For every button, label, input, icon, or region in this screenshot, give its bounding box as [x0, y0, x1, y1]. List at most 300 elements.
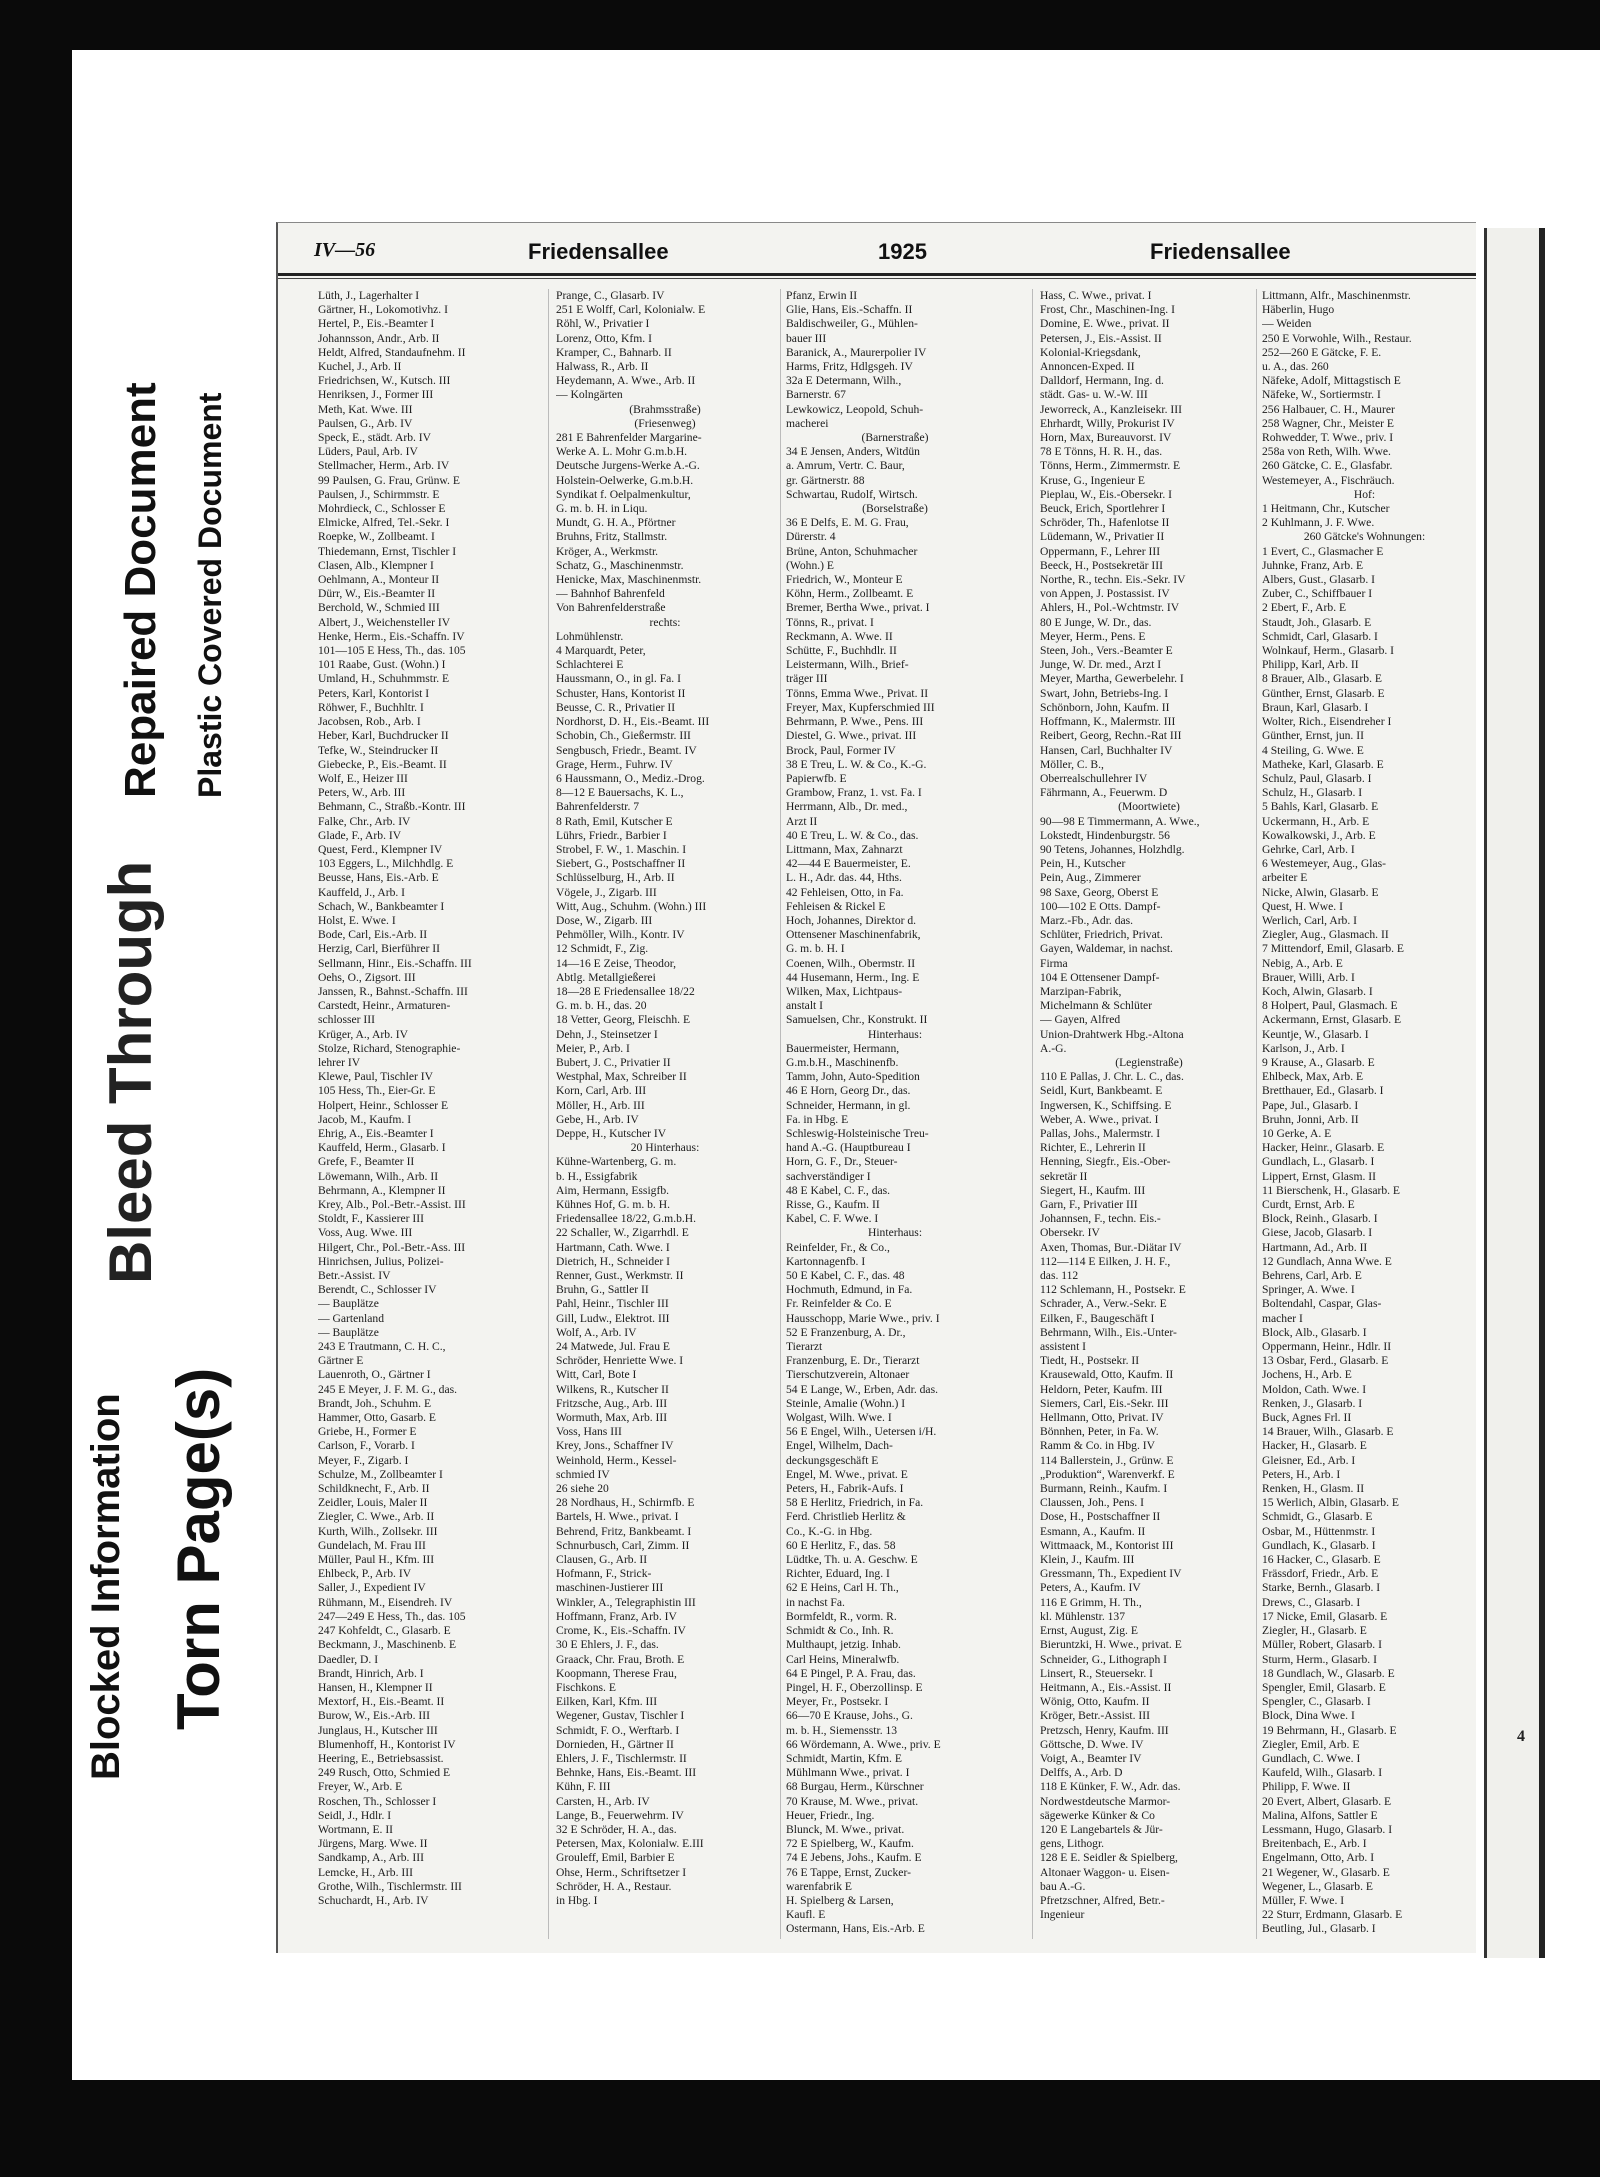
directory-entry: Schröder, H. A., Restaur.: [556, 1879, 672, 1893]
directory-entry: Meyer, Martha, Gewerbelehr. I: [1040, 672, 1184, 686]
directory-entry: Schlüsselburg, H., Arb. II: [556, 871, 675, 885]
directory-entry: Ehlbeck, Max, Arb. E: [1262, 1070, 1364, 1084]
directory-entry: Beutling, Jul., Glasarb. I: [1262, 1922, 1376, 1936]
directory-entry: Giese, Jacob, Glasarb. I: [1262, 1226, 1373, 1240]
directory-entry: Krey, Alb., Pol.-Betr.-Assist. III: [318, 1198, 466, 1211]
directory-entry: gens, Lithogr.: [1040, 1837, 1105, 1851]
directory-entry: Siebert, G., Postschaffner II: [556, 857, 686, 871]
binding-shadow: [1539, 228, 1545, 1958]
directory-entry: Kurth, Wilh., Zollsekr. III: [318, 1524, 438, 1538]
directory-entry: Thiedemann, Ernst, Tischler I: [318, 544, 457, 558]
directory-entry: schlosser III: [318, 1013, 375, 1027]
directory-entry: Stolze, Richard, Stenographie-: [318, 1041, 461, 1055]
directory-entry: 32 E Schröder, H. A., das.: [556, 1822, 677, 1836]
directory-entry: 66 Wördemann, A. Wwe., priv. E: [786, 1737, 941, 1751]
directory-entry: Littmann, Alfr., Maschinenmstr.: [1262, 289, 1411, 302]
directory-entry: Hoffmann, Franz, Arb. IV: [556, 1609, 677, 1623]
directory-entry: Gill, Ludw., Elektrot. III: [556, 1311, 670, 1325]
directory-entry: Leistermann, Wilh., Brief-: [786, 658, 909, 672]
directory-entry: Coenen, Wilh., Obermstr. II: [786, 956, 916, 970]
directory-entry: Ferd. Christlieb Herlitz &: [786, 1510, 906, 1524]
directory-entry: 18 Vetter, Georg, Fleischh. E: [556, 1013, 691, 1027]
directory-entry: Tefke, W., Steindrucker II: [318, 743, 439, 757]
directory-entry: Malina, Alfons, Sattler E: [1262, 1808, 1378, 1822]
directory-entry: 26 siehe 20: [556, 1482, 609, 1496]
directory-entry: 114 Ballerstein, J., Grünw. E: [1040, 1453, 1174, 1467]
directory-entry: Beckmann, J., Maschinenb. E: [318, 1638, 457, 1652]
directory-entry: Schneider, G., Lithograph I: [1040, 1652, 1168, 1666]
directory-entry: Schobin, Ch., Gießermstr. III: [556, 729, 691, 743]
directory-entry: Schlachterei E: [556, 658, 624, 672]
directory-entry: Behnke, Hans, Eis.-Beamt. III: [556, 1766, 697, 1780]
directory-entry: Risse, G., Kaufm. II: [786, 1198, 880, 1211]
directory-entry: Frost, Chr., Maschinen-Ing. I: [1040, 303, 1175, 317]
directory-entry: Ingwersen, K., Schiffsing. E: [1040, 1098, 1172, 1112]
directory-entry: Deutsche Jurgens-Werke A.-G.: [556, 459, 700, 473]
directory-entry: deckungsgeschäft E: [786, 1453, 879, 1467]
directory-entry: Schildknecht, F., Arb. II: [318, 1482, 430, 1496]
directory-entry: sägewerke Künker & Co: [1040, 1808, 1155, 1822]
directory-entry: Ziegler, Emil, Arb. E: [1262, 1737, 1360, 1751]
directory-entry: Bruhn, Jonni, Arb. II: [1262, 1112, 1359, 1126]
directory-entry: — Bauplätze: [318, 1297, 379, 1311]
directory-entry: Starke, Bernh., Glasarb. I: [1262, 1581, 1381, 1595]
directory-entry: Janssen, R., Bahnst.-Schaffn. III: [318, 984, 468, 998]
directory-entry: Altonaer Waggon- u. Eisen-: [1040, 1865, 1170, 1879]
directory-entry: Ziegler, Aug., Glasmach. II: [1262, 928, 1389, 942]
directory-entry: Klewe, Paul, Tischler IV: [318, 1070, 433, 1084]
directory-entry: 56 E Engel, Wilh., Uetersen i/H.: [786, 1425, 937, 1439]
directory-entry: Winkler, A., Telegraphistin III: [556, 1595, 696, 1609]
directory-entry: Berendt, C., Schlosser IV: [318, 1283, 437, 1297]
directory-entry: Ottensener Maschinenfabrik,: [786, 928, 921, 942]
directory-entry: Seidl, Kurt, Bankbeamt. E: [1040, 1084, 1163, 1098]
directory-entry: Röhwer, F., Buchhltr. I: [318, 700, 424, 714]
directory-entry: Kramper, C., Bahnarb. II: [556, 345, 672, 359]
directory-entry: 8 Rath, Emil, Kutscher E: [556, 814, 673, 828]
directory-entry: Hof:: [1353, 487, 1376, 501]
directory-entry: Oberrealschullehrer IV: [1040, 771, 1148, 785]
directory-entry: Wolf, A., Arb. IV: [556, 1325, 637, 1339]
directory-entry: (Brahmsstraße): [629, 402, 701, 416]
directory-entry: hand A.-G. (Hauptbureau I: [786, 1141, 911, 1155]
directory-entry: 58 E Herlitz, Friedrich, in Fa.: [786, 1496, 924, 1510]
directory-entry: Hartmann, Cath. Wwe. I: [556, 1240, 670, 1254]
directory-entry: Kowalkowski, J., Arb. E: [1262, 828, 1376, 842]
label-repaired-document: Repaired Document: [116, 382, 165, 798]
directory-entry: Pehmöller, Wilh., Kontr. IV: [556, 928, 685, 942]
directory-entry: Grothe, Wilh., Tischlermstr. III: [318, 1879, 462, 1893]
directory-entry: Schrader, A., Verw.-Sekr. E: [1040, 1297, 1167, 1311]
directory-entry: Bubert, J. C., Privatier II: [556, 1055, 671, 1069]
directory-entry: Fischkons. E: [556, 1680, 616, 1694]
directory-entry: 128 E E. Seidler & Spielberg,: [1040, 1851, 1178, 1865]
directory-entry: 98 Saxe, Georg, Oberst E: [1040, 885, 1159, 899]
column-divider: [1256, 289, 1257, 1939]
directory-entry: Co., K.-G. in Hbg.: [786, 1524, 873, 1538]
directory-entry: 48 E Kabel, C. F., das.: [786, 1183, 891, 1197]
directory-entry: Lohmühlenstr.: [556, 629, 624, 643]
header-rule-thin: [278, 278, 1476, 279]
directory-entry: 243 E Trautmann, C. H. C.,: [318, 1340, 446, 1354]
directory-entry: Ehrig, A., Eis.-Beamter I: [318, 1126, 434, 1140]
adjacent-page-fragment: 4: [1517, 1728, 1525, 1745]
directory-entry: Bremer, Bertha Wwe., privat. I: [786, 601, 930, 615]
directory-entry: 260 Gätcke's Wohnungen:: [1303, 530, 1426, 544]
directory-entry: Lührs, Friedr., Barbier I: [556, 828, 667, 842]
directory-entry: Zuber, C., Schiffbauer I: [1262, 587, 1373, 601]
directory-entry: 42 Fehleisen, Otto, in Fa.: [786, 885, 904, 899]
directory-entry: Richter, Eduard, Ing. I: [786, 1567, 890, 1581]
directory-entry: Bruhn, G., Sattler II: [556, 1283, 649, 1297]
directory-entry: Freyer, Max, Kupferschmied III: [786, 700, 935, 714]
directory-entry: Brandt, Hinrich, Arb. I: [318, 1666, 424, 1680]
directory-entry: Behrmann, P. Wwe., Pens. III: [786, 715, 924, 729]
directory-entry: a. Amrum, Vertr. C. Baur,: [786, 459, 905, 473]
directory-entry: Henriksen, J., Former III: [318, 388, 434, 402]
directory-entry: Sandkamp, A., Arb. III: [318, 1851, 424, 1865]
directory-entry: Schmidt, Carl, Glasarb. I: [1262, 629, 1378, 643]
directory-entry: Henke, Herm., Eis.-Schaffn. IV: [318, 629, 465, 643]
directory-entry: Kaufl. E: [786, 1908, 826, 1922]
directory-entry: Roschen, Th., Schlosser I: [318, 1794, 437, 1808]
directory-entry: Kolonial-Kriegsdank,: [1040, 345, 1141, 359]
directory-entry: 32a E Determann, Wilh.,: [786, 374, 902, 388]
directory-entry: 68 Burgau, Herm., Kürschner: [786, 1780, 924, 1794]
directory-entry: macher I: [1262, 1311, 1303, 1325]
directory-entry: Clasen, Alb., Klempner I: [318, 558, 434, 572]
directory-entry: Heldorn, Peter, Kaufm. III: [1040, 1382, 1163, 1396]
directory-entry: Steinle, Amalie (Wohn.) I: [786, 1396, 906, 1410]
directory-entry: Garn, F., Privatier III: [1040, 1198, 1138, 1211]
directory-entry: Fehleisen & Rickel E: [786, 899, 886, 913]
directory-entry: Lüdemann, W., Privatier II: [1040, 530, 1165, 544]
directory-entry: Horn, Max, Bureauvorst. IV: [1040, 431, 1172, 445]
directory-entry: Bönnhen, Peter, in Fa. W.: [1040, 1425, 1159, 1439]
directory-entry: Nebig, A., Arb. E: [1262, 956, 1343, 970]
directory-entry: Dose, H., Postschaffner II: [1040, 1510, 1161, 1524]
directory-entry: Jürgens, Marg. Wwe. II: [318, 1837, 428, 1851]
directory-entry: Blunck, M. Wwe., privat.: [786, 1822, 905, 1836]
directory-entry: Ramm & Co. in Hbg. IV: [1040, 1439, 1155, 1453]
directory-entry: Näfeke, Adolf, Mittagstisch E: [1262, 374, 1401, 388]
directory-entry: Grage, Herm., Fuhrw. IV: [556, 757, 673, 771]
directory-entry: Block, Alb., Glasarb. I: [1262, 1325, 1367, 1339]
directory-entry: Kartonnagenfb. I: [786, 1254, 866, 1268]
directory-entry: Kühnes Hof, G. m. b. H.: [556, 1198, 670, 1211]
directory-entry: Schmidt, G., Glasarb. E: [1262, 1510, 1373, 1524]
directory-entry: Johannsson, Andr., Arb. II: [318, 331, 440, 345]
directory-entry: Matheke, Karl, Glasarb. E: [1262, 757, 1384, 771]
directory-entry: Annoncen-Exped. II: [1040, 360, 1135, 374]
directory-entry: Beuck, Erich, Sportlehrer I: [1040, 502, 1166, 516]
directory-entry: Mohrdieck, C., Schlosser E: [318, 502, 446, 516]
directory-entry: Pretzsch, Henry, Kaufm. III: [1040, 1723, 1169, 1737]
directory-entry: 260 Gätcke, C. E., Glasfabr.: [1262, 459, 1393, 473]
directory-entry: Renner, Gust., Werkmstr. II: [556, 1269, 684, 1283]
directory-entry: (Borselstraße): [862, 502, 928, 516]
directory-entry: Peters, Karl, Kontorist I: [318, 686, 430, 700]
directory-entry: Rühmann, M., Eisendreh. IV: [318, 1595, 453, 1609]
directory-entry: Rohwedder, T. Wwe., priv. I: [1262, 431, 1394, 445]
column-divider: [1032, 289, 1033, 1939]
scan-border-top: [0, 0, 1600, 50]
directory-entry: Horn, G. F., Dr., Steuer-: [786, 1155, 898, 1169]
directory-entry: Renken, J., Glasarb. I: [1262, 1396, 1363, 1410]
directory-entry: m. b. H., Siemensstr. 13: [786, 1723, 898, 1737]
directory-entry: Paulsen, G., Arb. IV: [318, 416, 413, 430]
directory-entry: Tamm, John, Auto-Spedition: [786, 1070, 920, 1084]
directory-entry: 2 Kuhlmann, J. F. Wwe.: [1262, 516, 1375, 530]
directory-entry: Wittmaack, M., Kontorist III: [1040, 1538, 1174, 1552]
directory-entry: Günther, Ernst, jun. II: [1262, 729, 1364, 743]
directory-entry: Carlson, F., Vorarb. I: [318, 1439, 415, 1453]
directory-entry: Köhn, Herm., Zollbeamt. E: [786, 587, 914, 601]
directory-entry: Oehs, O., Zigsort. III: [318, 970, 416, 984]
directory-entry: 54 E Lange, W., Erben, Adr. das.: [786, 1382, 938, 1396]
directory-entry: 10 Gerke, A. E: [1262, 1126, 1332, 1140]
directory-entry: Deppe, H., Kutscher IV: [556, 1126, 667, 1140]
directory-entry: Schwartau, Rudolf, Wirtsch.: [786, 487, 918, 501]
directory-entry: Prange, C., Glasarb. IV: [556, 289, 665, 302]
directory-entry: Falke, Chr., Arb. IV: [318, 814, 411, 828]
directory-entry: Fritzsche, Aug., Arb. III: [556, 1396, 668, 1410]
directory-entry: Bahrenfelderstr. 7: [556, 800, 640, 814]
directory-entry: Hochmuth, Edmund, in Fa.: [786, 1283, 913, 1297]
directory-entry: Schröder, Th., Hafenlotse II: [1040, 516, 1170, 530]
directory-entry: Obersekr. IV: [1040, 1226, 1100, 1240]
directory-entry: anstalt I: [786, 999, 824, 1013]
directory-entry: Wegener, Gustav, Tischler I: [556, 1709, 685, 1723]
scan-border-left: [0, 0, 72, 2177]
directory-entry: Pahl, Heinr., Tischler III: [556, 1297, 669, 1311]
directory-entry: Quest, H. Wwe. I: [1262, 899, 1343, 913]
directory-entry: 22 Schaller, W., Zigarrhdl. E: [556, 1226, 689, 1240]
directory-entry: Witt, Carl, Bote I: [556, 1368, 637, 1382]
directory-entry: Häberlin, Hugo: [1262, 303, 1335, 317]
directory-entry: 20 Hinterhaus:: [630, 1141, 700, 1155]
directory-entry: Bruhns, Fritz, Stallmstr.: [556, 530, 668, 544]
directory-entry: Hellmann, Otto, Privat. IV: [1040, 1411, 1164, 1425]
directory-entry: Gressmann, Th., Expedient IV: [1040, 1567, 1182, 1581]
directory-entry: Grefe, F., Beamter II: [318, 1155, 415, 1169]
directory-entry: Nordhorst, D. H., Eis.-Beamt. III: [556, 715, 710, 729]
directory-entry: Frässdorf, Friedr., Arb. E: [1262, 1567, 1379, 1581]
directory-entry: Kröger, Betr.-Assist. III: [1040, 1709, 1150, 1723]
directory-entry: Henning, Siegfr., Eis.-Ober-: [1040, 1155, 1171, 1169]
directory-entry: Beusse, C. R., Privatier II: [556, 700, 676, 714]
directory-entry: Lange, B., Feuerwehrm. IV: [556, 1808, 684, 1822]
directory-entry: Meyer, Herm., Pens. E: [1040, 629, 1146, 643]
directory-entry: Hinterhaus:: [867, 1226, 923, 1240]
directory-entry: macherei: [786, 416, 829, 430]
directory-entry: Bieruntzki, H. Wwe., privat. E: [1040, 1638, 1182, 1652]
directory-entry: Glie, Hans, Eis.-Schaffn. II: [786, 303, 913, 317]
directory-entry: Block, Dina Wwe. I: [1262, 1709, 1355, 1723]
directory-entry: Buck, Agnes Frl. II: [1262, 1411, 1352, 1425]
directory-entry: Behrmann, A., Klempner II: [318, 1183, 446, 1197]
directory-entry: Johannsen, F., techn. Eis.-: [1040, 1212, 1161, 1226]
directory-entry: 80 E Junge, W. Dr., das.: [1040, 615, 1152, 629]
directory-entry: — Weiden: [1262, 317, 1312, 331]
directory-entry: Gundlach, C. Wwe. I: [1262, 1751, 1361, 1765]
directory-entry: 50 E Kabel, C. F., das. 48: [786, 1269, 905, 1283]
directory-entry: in Hbg. I: [556, 1893, 598, 1907]
directory-entry: Graack, Chr. Frau, Broth. E: [556, 1652, 685, 1666]
directory-entry: Firma: [1040, 956, 1068, 970]
directory-entry: Westemeyer, A., Fischräuch.: [1262, 473, 1395, 487]
directory-entry: 28 Nordhaus, H., Schirmfb. E: [556, 1496, 695, 1510]
directory-entry: Wönig, Otto, Kaufm. II: [1040, 1695, 1150, 1709]
directory-entry: bauer III: [786, 331, 827, 345]
directory-entry: Schuster, Hans, Kontorist II: [556, 686, 686, 700]
label-torn-pages: Torn Page(s): [165, 1367, 232, 1730]
directory-entry: Jochens, H., Arb. E: [1262, 1368, 1352, 1382]
directory-entry: Sellmann, Hinr., Eis.-Schaffn. III: [318, 956, 472, 970]
directory-entry: Drews, C., Glasarb. I: [1262, 1595, 1361, 1609]
directory-entry: 256 Halbauer, C. H., Maurer: [1262, 402, 1395, 416]
header-street-right: Friedensallee: [1150, 239, 1291, 264]
label-bleed-through: Bleed Through: [97, 860, 164, 1284]
directory-entry: — Bahnhof Bahrenfeld: [556, 587, 665, 601]
directory-entry: Lokstedt, Hindenburgstr. 56: [1040, 828, 1170, 842]
directory-entry: Ernst, August, Zig. E: [1040, 1624, 1138, 1638]
directory-entry: Hoffmann, K., Malermstr. III: [1040, 715, 1176, 729]
directory-entry: Pein, Aug., Zimmerer: [1040, 871, 1141, 885]
directory-entry: Littmann, Max, Zahnarzt: [786, 842, 903, 856]
directory-entry: Pein, H., Kutscher: [1040, 857, 1126, 871]
directory-entry: Saller, J., Expedient IV: [318, 1581, 426, 1595]
directory-entry: arbeiter E: [1262, 871, 1308, 885]
directory-entry: Eilken, F., Baugeschäft I: [1040, 1311, 1155, 1325]
directory-entry: 250 E Vorwohle, Wilh., Restaur.: [1262, 331, 1412, 345]
directory-entry: Petersen, Max, Kolonialw. E.III: [556, 1837, 704, 1851]
directory-entry: Schnurbusch, Carl, Zimm. II: [556, 1538, 690, 1552]
directory-entry: Werlich, Carl, Arb. I: [1262, 913, 1358, 927]
directory-entry: 90—98 E Timmermann, A. Wwe.,: [1040, 814, 1200, 828]
directory-entry: Wormuth, Max, Arb. III: [556, 1411, 668, 1425]
directory-entry: Seidl, J., Hdlr. I: [318, 1808, 392, 1822]
directory-entry: Löwemann, Wilh., Arb. II: [318, 1169, 439, 1183]
directory-entry: maschinen-Justierer III: [556, 1581, 664, 1595]
directory-entry: Bode, Carl, Eis.-Arb. II: [318, 928, 428, 942]
directory-entry: Lemcke, H., Arb. III: [318, 1865, 413, 1879]
directory-entry: Lessmann, Hugo, Glasarb. I: [1262, 1822, 1393, 1836]
directory-entry: 249 Rusch, Otto, Schmied E: [318, 1766, 451, 1780]
directory-entry: Daedler, D. I: [318, 1652, 379, 1666]
directory-entry: Carl Heins, Mineralwfb.: [786, 1652, 900, 1666]
header-street-left: Friedensallee: [528, 239, 669, 264]
directory-entry: 8 Holpert, Paul, Glasmach. E: [1262, 999, 1398, 1013]
adjacent-page-edge: [1484, 228, 1545, 1958]
directory-entry: Pieplau, W., Eis.-Obersekr. I: [1040, 487, 1173, 501]
directory-entry: Elmicke, Alfred, Tel.-Sekr. I: [318, 516, 450, 530]
directory-entry: Röhl, W., Privatier I: [556, 317, 650, 331]
directory-entry: Baranick, A., Maurerpolier IV: [786, 345, 927, 359]
directory-entry: Springer, A. Wwe. I: [1262, 1283, 1355, 1297]
directory-entry: Arzt II: [786, 814, 818, 828]
directory-entry: 6 Westemeyer, Aug., Glas-: [1262, 857, 1386, 871]
directory-entry: lehrer IV: [318, 1055, 361, 1069]
directory-entry: Wolnkauf, Herm., Glasarb. I: [1262, 644, 1395, 658]
directory-entry: Paulsen, J., Schirmmstr. E: [318, 487, 440, 501]
label-plastic-covered-document: Plastic Covered Document: [192, 392, 228, 798]
directory-entry: 21 Wegener, W., Glasarb. E: [1262, 1865, 1390, 1879]
directory-entry: Schönborn, John, Kaufm. II: [1040, 700, 1170, 714]
directory-column-2: [556, 289, 774, 1939]
directory-entry: Diestel, G. Wwe., privat. III: [786, 729, 917, 743]
directory-entry: Marz.-Fb., Adr. das.: [1040, 913, 1134, 927]
directory-entry: 20 Evert, Albert, Glasarb. E: [1262, 1794, 1392, 1808]
directory-entry: 118 E Künker, F. W., Adr. das.: [1040, 1780, 1181, 1794]
directory-entry: Voss, Hans III: [556, 1425, 622, 1439]
directory-entry: Göttsche, D. Wwe. IV: [1040, 1737, 1144, 1751]
directory-entry: 247 Kohfeldt, C., Glasarb. E: [318, 1624, 451, 1638]
directory-entry: Wilkens, R., Kutscher II: [556, 1382, 669, 1396]
directory-entry: Curdt, Ernst, Arb. E: [1262, 1198, 1355, 1211]
directory-entry: Schlüter, Friedrich, Privat.: [1040, 928, 1163, 942]
directory-entry: Glade, F., Arb. IV: [318, 828, 402, 842]
directory-entry: Abtlg. Metallgießerei: [556, 970, 656, 984]
directory-entry: Eilken, Karl, Kfm. III: [556, 1695, 658, 1709]
directory-entry: Aim, Hermann, Essigfb.: [556, 1183, 670, 1197]
directory-entry: von Appen, J. Postassist. IV: [1040, 587, 1170, 601]
directory-entry: Schatz, G., Maschinenmstr.: [556, 558, 684, 572]
directory-entry: Axen, Thomas, Bur.-Diätar IV: [1040, 1240, 1182, 1254]
directory-entry: Wortmann, E. II: [318, 1822, 394, 1836]
directory-entry: Burmann, Reinh., Kaufm. I: [1040, 1482, 1168, 1496]
directory-entry: Werke A. L. Mohr G.m.b.H.: [556, 445, 688, 459]
directory-entry: Bormfeldt, R., vorm. R.: [786, 1609, 897, 1623]
directory-entry: Dürr, W., Eis.-Beamter II: [318, 587, 436, 601]
directory-column-5: [1262, 289, 1467, 1939]
directory-entry: Halwass, R., Arb. II: [556, 360, 649, 374]
directory-entry: G. m. b. H. in Liqu.: [556, 502, 648, 516]
directory-entry: Barnerstr. 67: [786, 388, 846, 402]
directory-entry: Dose, W., Zigarb. III: [556, 913, 653, 927]
directory-entry: Fr. Reinfelder & Co. E: [786, 1297, 892, 1311]
directory-entry: 78 E Tönns, H. R. H., das.: [1040, 445, 1163, 459]
directory-entry: Weinhold, Herm., Kessel-: [556, 1453, 677, 1467]
directory-entry: Engelmann, Otto, Arb. I: [1262, 1851, 1375, 1865]
directory-entry: Engel, Wilhelm, Dach-: [786, 1439, 893, 1453]
directory-entry: Von Bahrenfelderstraße: [556, 601, 666, 615]
directory-entry: Jacobsen, Rob., Arb. I: [318, 715, 421, 729]
directory-entry: städt. Gas- u. W.-W. III: [1040, 388, 1148, 402]
directory-entry: Osbar, M., Hüttenmstr. I: [1262, 1524, 1376, 1538]
directory-entry: Renken, H., Glasm. II: [1262, 1482, 1365, 1496]
directory-entry: Petersen, J., Eis.-Assist. II: [1040, 331, 1162, 345]
directory-entry: Michelmann & Schlüter: [1040, 999, 1153, 1013]
directory-entry: träger III: [786, 672, 828, 686]
directory-entry: Gehrke, Carl, Arb. I: [1262, 842, 1355, 856]
directory-entry: Hausschopp, Marie Wwe., priv. I: [786, 1311, 940, 1325]
directory-entry: 11 Bierschenk, H., Glasarb. E: [1262, 1183, 1401, 1197]
directory-entry: Ehrhardt, Willy, Prokurist IV: [1040, 416, 1175, 430]
directory-entry: 99 Paulsen, G. Frau, Grünw. E: [318, 473, 460, 487]
directory-entry: Näfeke, W., Sortiermstr. I: [1262, 388, 1381, 402]
directory-entry: Franzenburg, E. Dr., Tierarzt: [786, 1354, 920, 1368]
directory-entry: Dietrich, H., Schneider I: [556, 1254, 670, 1268]
directory-entry: 90 Tetens, Johannes, Holzhdlg.: [1040, 842, 1185, 856]
directory-entry: Stellmacher, Herm., Arb. IV: [318, 459, 450, 473]
directory-entry: Speck, E., städt. Arb. IV: [318, 431, 432, 445]
directory-entry: 60 E Herlitz, F., das. 58: [786, 1538, 896, 1552]
directory-entry: Philipp, F. Wwe. II: [1262, 1780, 1351, 1794]
directory-entry: 24 Matwede, Jul. Frau E: [556, 1340, 670, 1354]
directory-entry: Brauer, Willi, Arb. I: [1262, 970, 1355, 984]
directory-entry: Linsert, R., Steuersekr. I: [1040, 1666, 1154, 1680]
